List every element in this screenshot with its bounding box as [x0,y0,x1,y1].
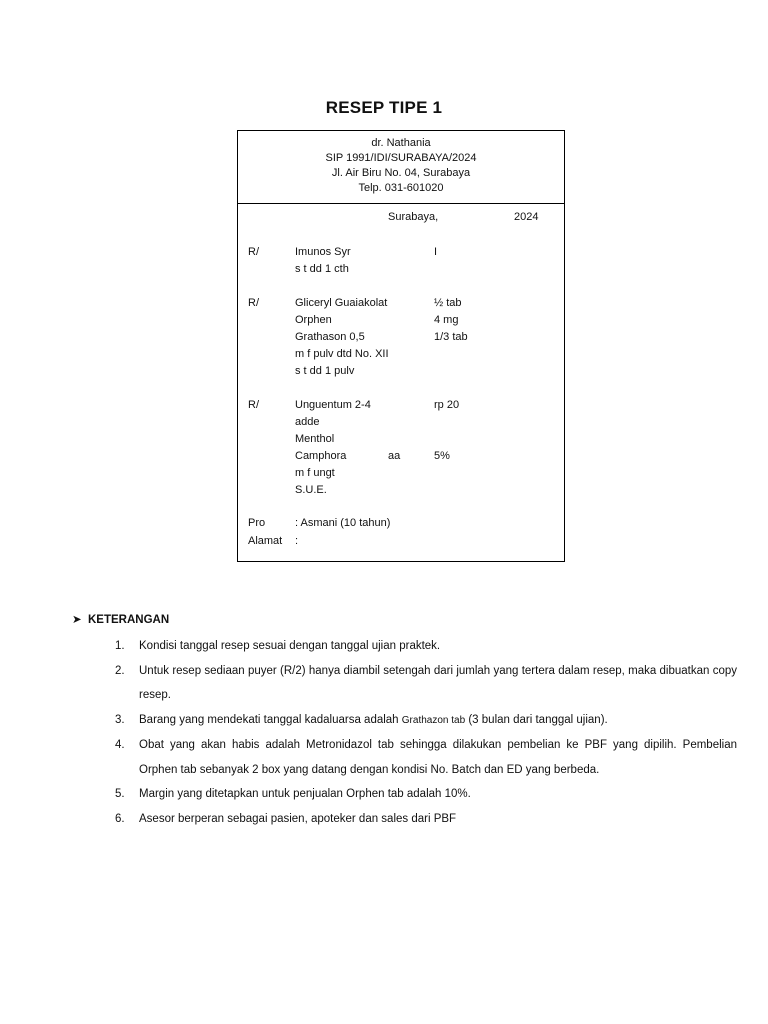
r2-line: Gliceryl Guaiakolat [295,297,388,309]
item-text-part: (3 bulan dari tanggal ujian). [465,713,608,726]
r2-line: s t dd 1 pulv [295,365,355,377]
r2-marker: R/ [248,297,259,309]
r3-line: Menthol [295,433,335,445]
item-number: 3. [115,713,125,726]
item-text: Asesor berperan sebagai pasien, apoteker dan sales dari PBF [139,812,457,825]
r1-marker: R/ [248,246,259,258]
r1-line: Imunos Syr [295,246,351,258]
r2-qty: 1/3 tab [434,331,468,343]
doctor-header [238,136,564,196]
r2-line: Grathason 0,5 [295,331,365,343]
doctor-sip: SIP 1991/IDI/SURABAYA/2024 [325,152,477,164]
r3-line: m f ungt [295,467,335,479]
arrow-bullet-icon: ➤ [72,614,82,626]
doctor-phone: Telp. 031-601020 [358,182,444,194]
header-divider [238,203,564,204]
item-text-drug: Grathazon tab [401,714,466,726]
item-text [139,708,737,734]
doctor-address: Jl. Air Biru No. 04, Surabaya [331,167,471,179]
alamat-label: Alamat [248,535,283,547]
r2-qty: ½ tab [434,297,462,309]
r3-qty: rp 20 [434,399,460,411]
item-number: 2. [115,664,125,677]
item-text: Margin yang ditetapkan untuk penjualan Orphen tab adalah 10%. [139,788,471,800]
list-item [115,708,737,734]
keterangan-title: KETERANGAN [88,614,170,626]
prescription-city: Surabaya, [388,211,439,223]
item-number: 6. [115,812,125,825]
r3-line: S.U.E. [295,484,327,496]
prescription-box [237,130,565,562]
r3-qty: 5% [434,450,450,462]
r3-line: Camphora [295,450,347,462]
list-item [115,634,737,659]
r3-aa: aa [388,450,401,462]
alamat-value: : [295,535,299,547]
item-text-part: Barang yang mendekati tanggal kadaluarsa adalah [139,713,402,726]
r2-qty: 4 mg [434,314,459,326]
r2-line: m f pulv dtd No. XII [295,348,389,360]
keterangan-list [115,634,737,831]
page-title: RESEP TIPE 1 [325,98,443,117]
r1-line: s t dd 1 cth [295,263,349,275]
list-item [115,733,737,782]
list-item [115,807,737,832]
item-number: 1. [115,640,125,652]
prescription-year: 2024 [514,211,539,223]
list-item [115,659,737,708]
pro-label: Pro [248,517,266,529]
list-item [115,782,737,807]
item-text: Obat yang akan habis adalah Metronidazol tab sehingga dilakukan pembelian ke PBF yang dipilih. Pembelian Orphen tab sebanyak 2 box yang datang dengan kondisi No. Batch dan ED yang berbeda. [139,739,737,776]
item-number: 5. [115,788,125,800]
item-text: Untuk resep sediaan puyer (R/2) hanya diambil setengah dari jumlah yang tertera dalam resep, maka dibuatkan copy resep. [139,664,737,701]
r3-line: adde [295,416,320,428]
doctor-name: dr. Nathania [371,137,431,149]
item-number: 4. [115,739,125,751]
pro-value: : Asmani (10 tahun) [295,517,391,529]
r3-marker: R/ [248,399,259,411]
keterangan-heading [72,612,169,626]
r1-qty: I [434,246,438,258]
item-text: Kondisi tanggal resep sesuai dengan tanggal ujian praktek. [139,640,441,652]
r2-line: Orphen [295,314,332,326]
r3-line: Unguentum 2-4 [295,399,371,411]
